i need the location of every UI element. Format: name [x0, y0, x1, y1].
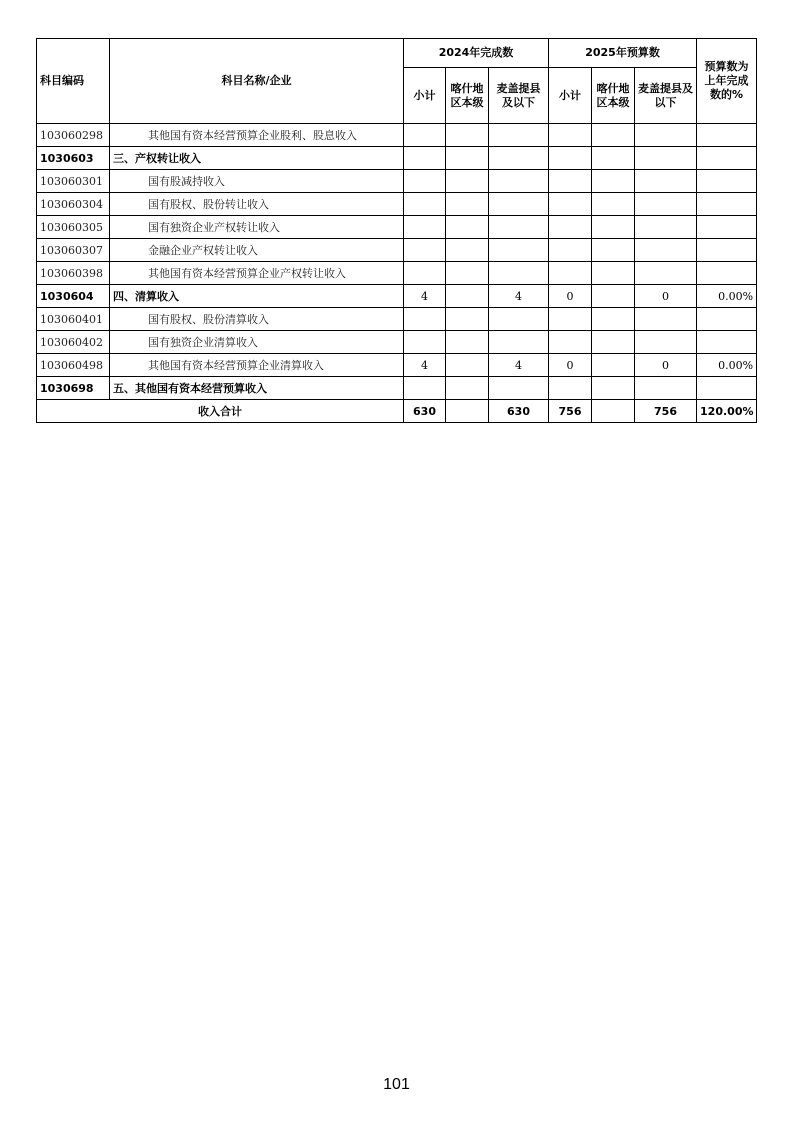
ratio-header: 预算数为上年完成数的% [697, 39, 757, 124]
makit-2024-cell [489, 193, 549, 216]
subtotal-2024-cell [404, 147, 446, 170]
row-code: 103060307 [37, 239, 110, 262]
row-code: 103060401 [37, 308, 110, 331]
table-row [37, 147, 757, 170]
table-row [37, 308, 757, 331]
row-name: 国有股减持收入 [110, 170, 404, 193]
subtotal-2025-cell: 0 [549, 285, 592, 308]
total-label: 收入合计 [37, 400, 404, 423]
makit-2025-cell [635, 262, 697, 285]
kashgar-2024-cell [446, 285, 489, 308]
kashgar-2024-cell [446, 331, 489, 354]
makit-2024-header: 麦盖提县及以下 [489, 68, 549, 124]
makit-2024-cell [489, 170, 549, 193]
kashgar-2025-header: 喀什地区本级 [592, 68, 635, 124]
makit-2025-cell [635, 308, 697, 331]
makit-2025-cell [635, 239, 697, 262]
table-body [37, 39, 757, 423]
makit-2025-cell [635, 216, 697, 239]
total-makit-2024-cell: 630 [489, 400, 549, 423]
subtotal-2024-cell [404, 216, 446, 239]
ratio-cell [697, 193, 757, 216]
table-row [37, 170, 757, 193]
kashgar-2025-cell [592, 377, 635, 400]
kashgar-2024-cell [446, 262, 489, 285]
ratio-cell [697, 308, 757, 331]
makit-2025-cell [635, 124, 697, 147]
makit-2025-cell [635, 193, 697, 216]
row-code: 103060298 [37, 124, 110, 147]
row-code: 103060304 [37, 193, 110, 216]
makit-2024-cell [489, 147, 549, 170]
subtotal-2025-cell [549, 216, 592, 239]
total-ratio-cell: 120.00% [697, 400, 757, 423]
row-name: 四、清算收入 [110, 285, 404, 308]
ratio-cell [697, 262, 757, 285]
makit-2024-cell [489, 331, 549, 354]
subtotal-2025-cell: 0 [549, 354, 592, 377]
total-subtotal-2025-cell: 756 [549, 400, 592, 423]
subtotal-2024-cell [404, 124, 446, 147]
table-row [37, 354, 757, 377]
subtotal-2024-cell: 4 [404, 354, 446, 377]
table-row [37, 124, 757, 147]
makit-2025-cell [635, 147, 697, 170]
ratio-cell: 0.00% [697, 354, 757, 377]
makit-2024-cell [489, 239, 549, 262]
subtotal-2025-cell [549, 124, 592, 147]
kashgar-2024-cell [446, 170, 489, 193]
kashgar-2025-cell [592, 147, 635, 170]
ratio-cell [697, 124, 757, 147]
makit-2024-cell [489, 216, 549, 239]
name-header: 科目名称/企业 [110, 39, 404, 124]
kashgar-2024-cell [446, 124, 489, 147]
subtotal-2024-cell [404, 308, 446, 331]
table-row [37, 193, 757, 216]
makit-2024-cell [489, 262, 549, 285]
code-header: 科目编码 [37, 39, 110, 124]
table-row [37, 285, 757, 308]
subtotal-2024-cell [404, 331, 446, 354]
makit-2024-cell [489, 308, 549, 331]
row-name: 金融企业产权转让收入 [110, 239, 404, 262]
makit-2025-cell [635, 170, 697, 193]
header-2024: 2024年完成数 [404, 39, 549, 68]
makit-2025-header: 麦盖提县及以下 [635, 68, 697, 124]
total-kashgar-2025-cell [592, 400, 635, 423]
subtotal-2024-cell: 4 [404, 285, 446, 308]
row-code: 1030698 [37, 377, 110, 400]
subtotal-2025-cell [549, 193, 592, 216]
table-row [37, 377, 757, 400]
kashgar-2024-cell [446, 147, 489, 170]
ratio-cell [697, 239, 757, 262]
row-name: 国有股权、股份清算收入 [110, 308, 404, 331]
row-code: 103060301 [37, 170, 110, 193]
subtotal-2024-cell [404, 239, 446, 262]
ratio-cell [697, 170, 757, 193]
kashgar-2025-cell [592, 331, 635, 354]
header-2025: 2025年预算数 [549, 39, 697, 68]
makit-2025-cell: 0 [635, 354, 697, 377]
makit-2024-cell: 4 [489, 354, 549, 377]
kashgar-2024-cell [446, 308, 489, 331]
row-name: 国有独资企业产权转让收入 [110, 216, 404, 239]
subtotal-2025-header: 小计 [549, 68, 592, 124]
row-name: 三、产权转让收入 [110, 147, 404, 170]
ratio-cell [697, 377, 757, 400]
row-code: 103060398 [37, 262, 110, 285]
kashgar-2025-cell [592, 216, 635, 239]
row-name: 国有股权、股份转让收入 [110, 193, 404, 216]
total-makit-2025-cell: 756 [635, 400, 697, 423]
subtotal-2025-cell [549, 331, 592, 354]
subtotal-2025-cell [549, 170, 592, 193]
table-row [37, 331, 757, 354]
kashgar-2024-cell [446, 377, 489, 400]
table-row [37, 239, 757, 262]
makit-2025-cell: 0 [635, 285, 697, 308]
subtotal-2025-cell [549, 377, 592, 400]
makit-2024-cell: 4 [489, 285, 549, 308]
makit-2025-cell [635, 331, 697, 354]
table-row [37, 216, 757, 239]
makit-2024-cell [489, 124, 549, 147]
makit-2025-cell [635, 377, 697, 400]
kashgar-2024-cell [446, 354, 489, 377]
row-code: 103060305 [37, 216, 110, 239]
row-name: 国有独资企业清算收入 [110, 331, 404, 354]
row-name: 其他国有资本经营预算企业产权转让收入 [110, 262, 404, 285]
row-code: 1030604 [37, 285, 110, 308]
ratio-cell [697, 331, 757, 354]
row-name: 其他国有资本经营预算企业清算收入 [110, 354, 404, 377]
ratio-cell: 0.00% [697, 285, 757, 308]
subtotal-2025-cell [549, 262, 592, 285]
kashgar-2025-cell [592, 193, 635, 216]
makit-2024-cell [489, 377, 549, 400]
kashgar-2025-cell [592, 285, 635, 308]
kashgar-2024-cell [446, 216, 489, 239]
row-code: 103060402 [37, 331, 110, 354]
kashgar-2025-cell [592, 239, 635, 262]
row-name: 五、其他国有资本经营预算收入 [110, 377, 404, 400]
subtotal-2025-cell [549, 147, 592, 170]
subtotal-2025-cell [549, 239, 592, 262]
page-number: 101 [383, 1076, 410, 1093]
total-row [37, 400, 757, 423]
subtotal-2024-header: 小计 [404, 68, 446, 124]
total-kashgar-2024-cell [446, 400, 489, 423]
subtotal-2024-cell [404, 377, 446, 400]
table-row [37, 262, 757, 285]
kashgar-2025-cell [592, 170, 635, 193]
total-subtotal-2024-cell: 630 [404, 400, 446, 423]
subtotal-2024-cell [404, 170, 446, 193]
row-name: 其他国有资本经营预算企业股利、股息收入 [110, 124, 404, 147]
subtotal-2024-cell [404, 193, 446, 216]
ratio-cell [697, 216, 757, 239]
kashgar-2025-cell [592, 124, 635, 147]
subtotal-2024-cell [404, 262, 446, 285]
kashgar-2025-cell [592, 308, 635, 331]
subtotal-2025-cell [549, 308, 592, 331]
row-code: 103060498 [37, 354, 110, 377]
kashgar-2025-cell [592, 354, 635, 377]
kashgar-2025-cell [592, 262, 635, 285]
row-code: 1030603 [37, 147, 110, 170]
ratio-cell [697, 147, 757, 170]
kashgar-2024-cell [446, 239, 489, 262]
kashgar-2024-header: 喀什地区本级 [446, 68, 489, 124]
kashgar-2024-cell [446, 193, 489, 216]
budget-table [36, 38, 757, 423]
